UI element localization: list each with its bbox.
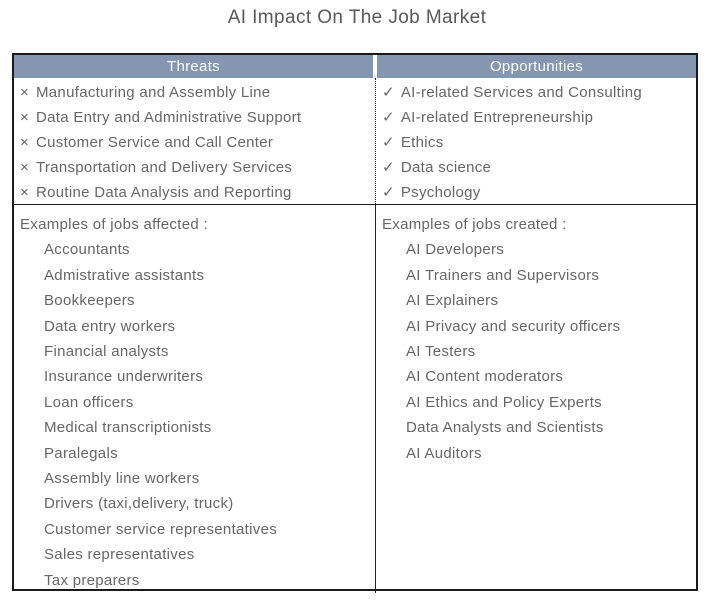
list-item: × Transportation and Delivery Services: [20, 155, 375, 180]
list-item: ✓ Ethics: [382, 130, 696, 155]
jobs-created-list: [382, 237, 696, 466]
jobs-created-cell: [375, 205, 696, 593]
comparison-table: [12, 53, 698, 591]
list-item: ✓ Psychology: [382, 180, 696, 204]
list-item: AI Privacy and security officers: [406, 317, 621, 335]
list-item: Insurance underwriters: [44, 368, 204, 386]
list-item: × Data Entry and Administrative Support: [20, 105, 375, 130]
list-item: Paralegals: [44, 444, 118, 462]
examples-row: [14, 205, 696, 593]
list-item: Data Analysts and Scientists: [406, 419, 604, 437]
list-item: AI Content moderators: [406, 368, 564, 386]
check-icon: ✓: [382, 84, 395, 101]
list-item: AI Trainers and Supervisors: [406, 266, 600, 284]
list-item: Customer service representatives: [44, 520, 278, 538]
list-item: Data entry workers: [44, 317, 176, 335]
jobs-affected-label: Examples of jobs affected :: [20, 216, 208, 233]
list-item: AI Explainers: [406, 292, 499, 310]
check-icon: ✓: [382, 159, 395, 176]
list-item: Loan officers: [44, 393, 134, 411]
list-item: ✓ AI-related Services and Consulting: [382, 80, 696, 105]
jobs-affected-cell: [14, 205, 375, 593]
list-item: Medical transcriptionists: [44, 419, 212, 437]
check-icon: ✓: [382, 134, 395, 151]
jobs-created-label: Examples of jobs created :: [382, 216, 567, 233]
check-icon: ✓: [382, 109, 395, 126]
opportunities-list: [375, 78, 696, 204]
list-item: AI Ethics and Policy Experts: [406, 393, 602, 411]
table-header-row: [14, 55, 696, 78]
list-item: ✓ Data science: [382, 155, 696, 180]
list-item: AI Developers: [406, 241, 505, 259]
list-item: Financial analysts: [44, 343, 169, 361]
list-item: Drivers (taxi,delivery, truck): [44, 495, 234, 513]
cross-icon: ×: [20, 134, 30, 151]
cross-icon: ×: [20, 84, 30, 101]
list-item: × Manufacturing and Assembly Line: [20, 80, 375, 105]
jobs-affected-list: [20, 237, 375, 593]
list-item: Bookkeepers: [44, 292, 135, 310]
check-icon: ✓: [382, 184, 395, 201]
list-item: Admistrative assistants: [44, 266, 205, 284]
list-item: Sales representatives: [44, 546, 195, 564]
list-item: AI Testers: [406, 343, 476, 361]
cross-icon: ×: [20, 159, 30, 176]
summary-row: [14, 78, 696, 205]
threats-list: [14, 78, 375, 204]
list-item: ✓ AI-related Entrepreneurship: [382, 105, 696, 130]
list-item: × Routine Data Analysis and Reporting: [20, 180, 375, 204]
list-item: Accountants: [44, 241, 130, 259]
column-header-threats: Threats: [14, 55, 373, 78]
cross-icon: ×: [20, 184, 30, 201]
list-item: Assembly line workers: [44, 470, 200, 488]
page-title: AI Impact On The Job Market: [227, 7, 487, 28]
list-item: × Customer Service and Call Center: [20, 130, 375, 155]
list-item: Tax preparers: [44, 571, 140, 589]
cross-icon: ×: [20, 109, 30, 126]
column-header-opportunities: Opportunities: [377, 55, 696, 78]
list-item: AI Auditors: [406, 444, 482, 462]
